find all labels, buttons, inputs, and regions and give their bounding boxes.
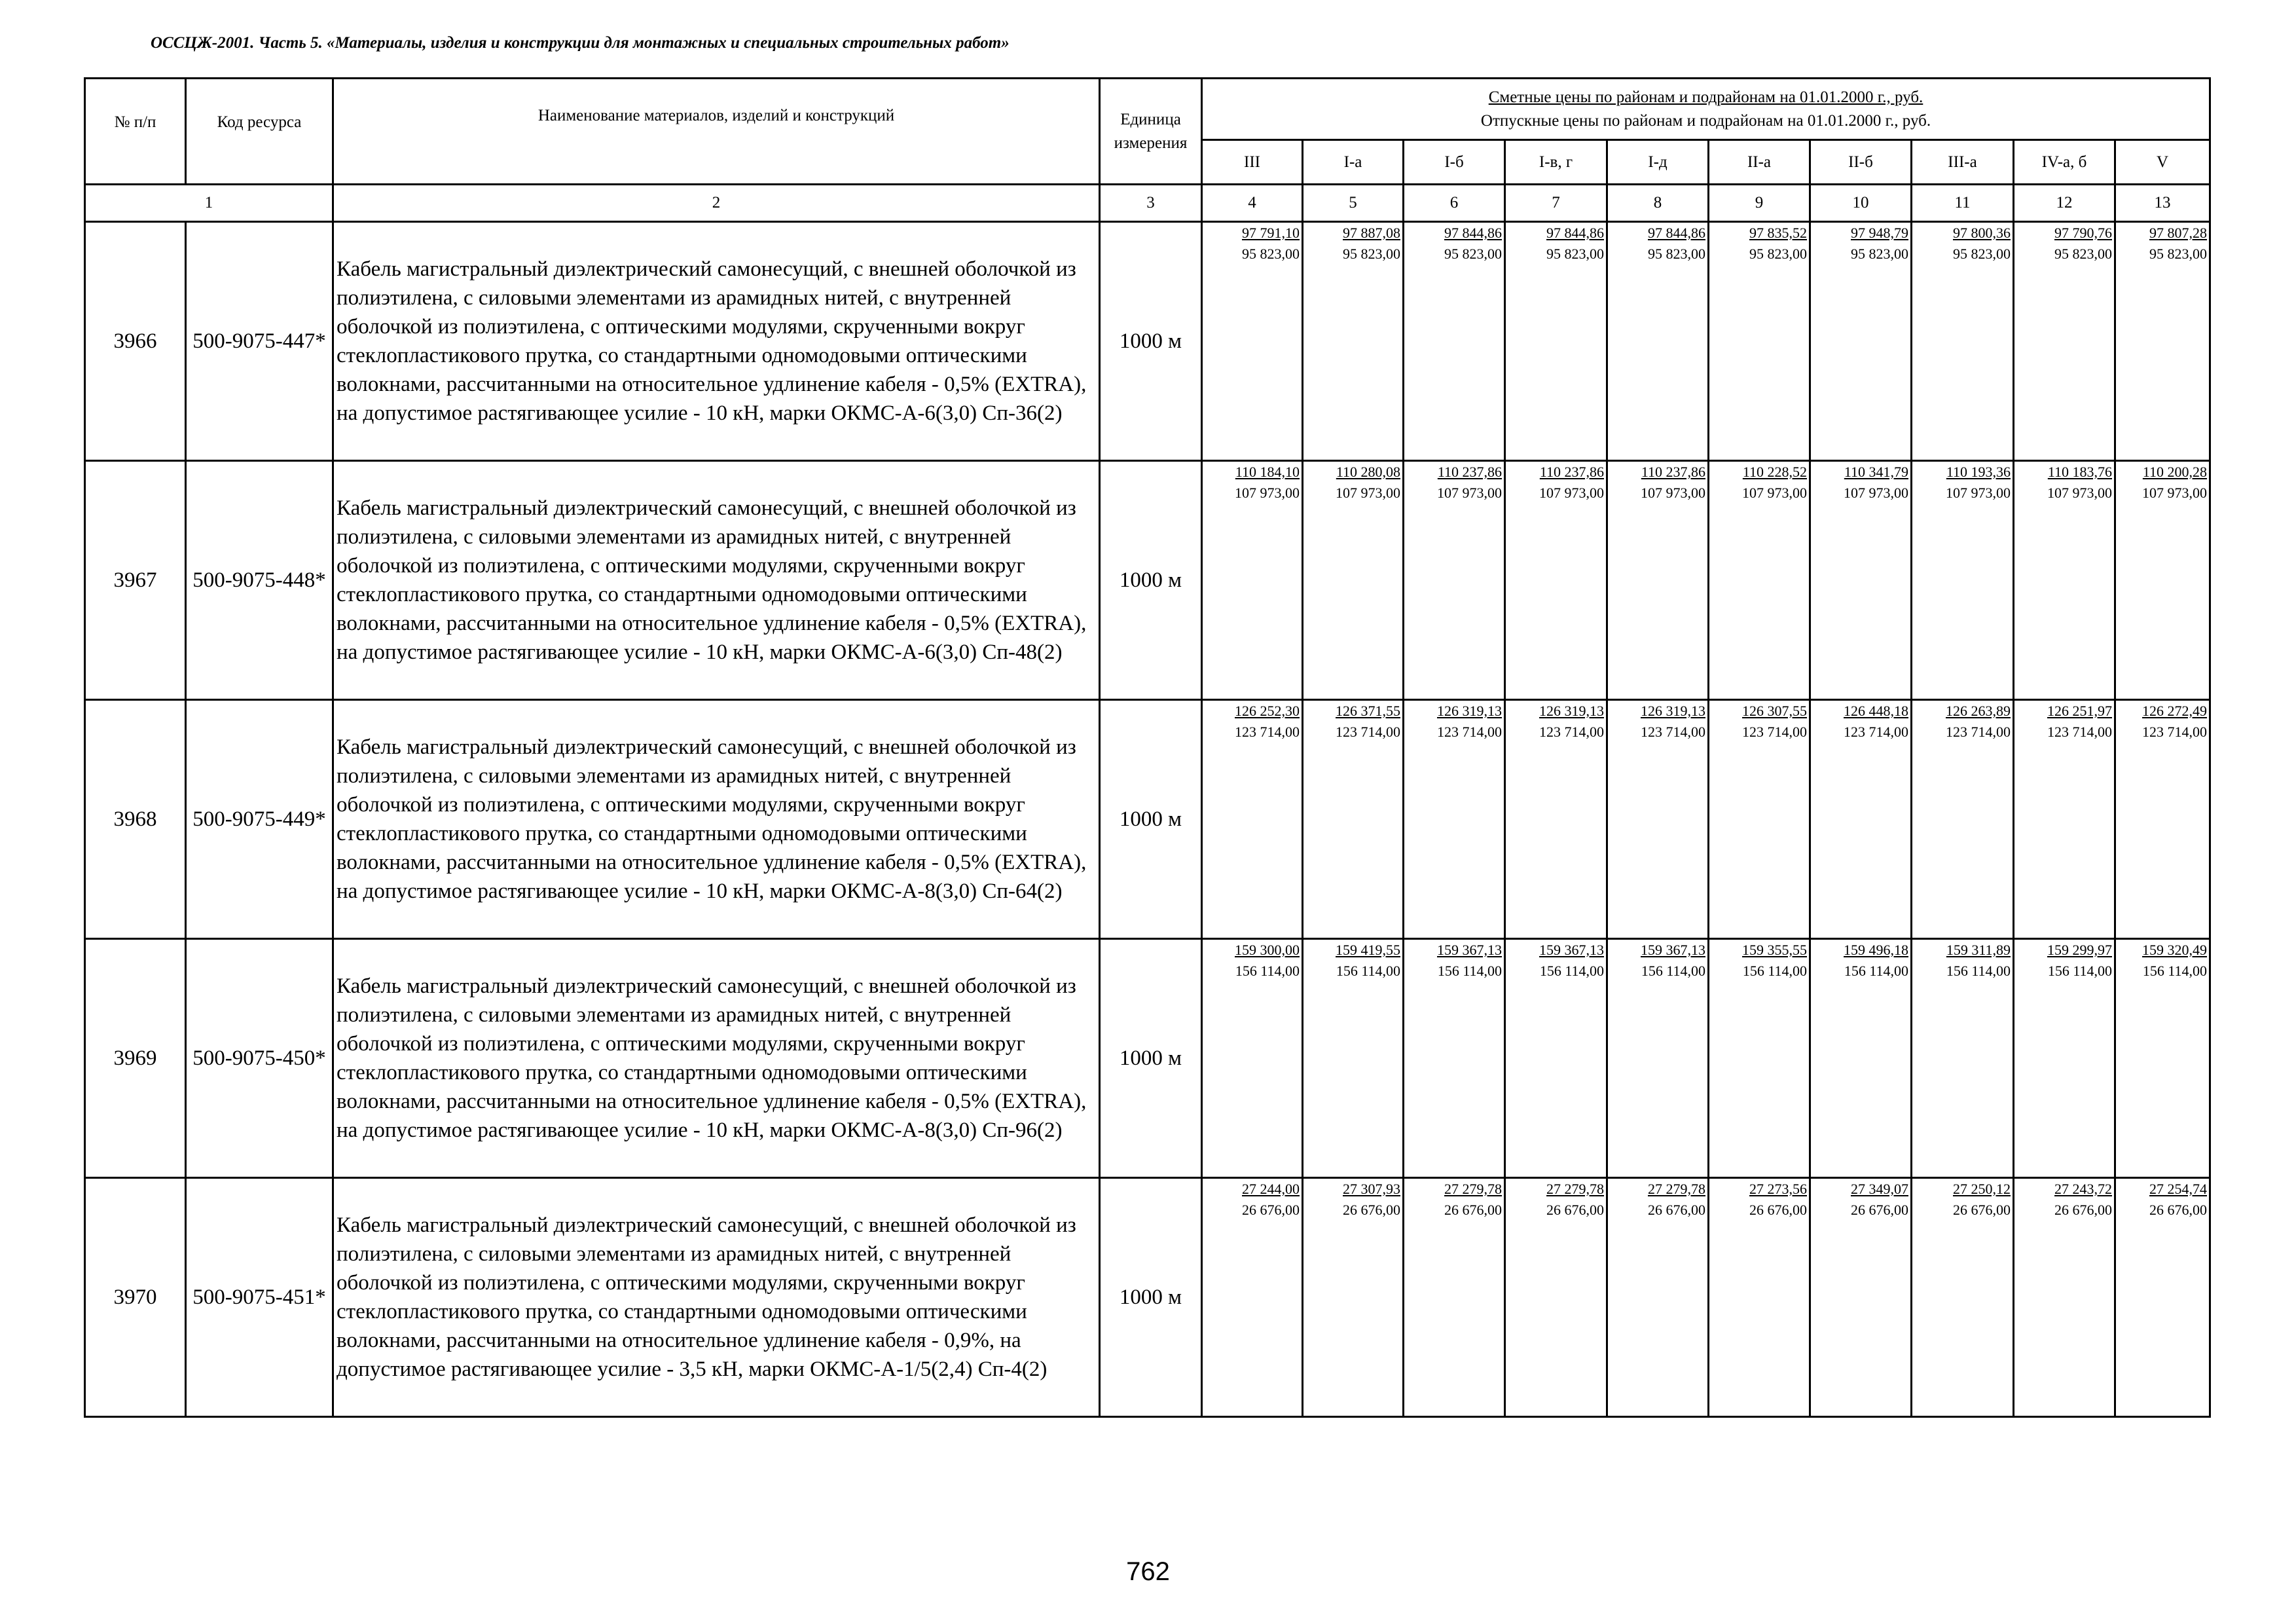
resource-code: 500-9075-449*: [186, 700, 333, 939]
release-price: 123 714,00: [1946, 724, 2011, 740]
price-cell: [1810, 1178, 1912, 1417]
release-price: 95 823,00: [1749, 246, 1807, 262]
price-cell: [1607, 700, 1709, 939]
estimate-price: 97 948,79: [1851, 225, 1908, 241]
price-cell: [1303, 461, 1404, 700]
row-number: 3969: [85, 939, 186, 1178]
unit-of-measure: 1000 м: [1100, 461, 1202, 700]
price-cell: [2115, 939, 2210, 1178]
estimate-price: 27 349,07: [1851, 1181, 1908, 1197]
price-cell: [1709, 222, 1810, 461]
estimate-price: 126 319,13: [1539, 703, 1604, 719]
price-cell: [1505, 461, 1607, 700]
estimate-price: 126 272,49: [2142, 703, 2208, 719]
estimate-price: 27 273,56: [1749, 1181, 1807, 1197]
header-col-unit: Единица измерения: [1100, 79, 1202, 185]
release-price: 95 823,00: [1343, 246, 1400, 262]
material-name: Кабель магистральный диэлектрический самонесущий, с внешней оболочкой из полиэтилена, с силовыми элементами из арамидных нитей, с внутренней оболочкой из полиэтилена, с оптическими модулями, скрученными вокруг стеклопластикового прутка, со стандартными одномодовыми оптическими волокнами, рассчитанными на относительное удлинение кабеля - 0,5% (EXTRA), на допустимое растягивающее усилие - 10 кН, марки ОКМС-А-6(3,0) Сп-48(2): [333, 461, 1100, 700]
estimate-price: 97 790,76: [2054, 225, 2112, 241]
release-price: 107 973,00: [1844, 485, 1908, 501]
estimate-price-title: Сметные цены по районам и подрайонам на 01.01.2000 г., руб.: [1488, 88, 1923, 106]
release-price: 156 114,00: [1641, 963, 1705, 979]
estimate-price: 27 279,78: [1648, 1181, 1705, 1197]
release-price: 107 973,00: [1946, 485, 2011, 501]
price-cell: [1404, 1178, 1505, 1417]
material-name: Кабель магистральный диэлектрический самонесущий, с внешней оболочкой из полиэтилена, с силовыми элементами из арамидных нитей, с внутренней оболочкой из полиэтилена, с оптическими модулями, скрученными вокруг стеклопластикового прутка, со стандартными одномодовыми оптическими волокнами, рассчитанными на относительное удлинение кабеля - 0,5% (EXTRA), на допустимое растягивающее усилие - 10 кН, марки ОКМС-А-6(3,0) Сп-36(2): [333, 222, 1100, 461]
release-price: 26 676,00: [1648, 1202, 1705, 1218]
price-cell: [1607, 461, 1709, 700]
resource-code: 500-9075-451*: [186, 1178, 333, 1417]
estimate-price: 27 307,93: [1343, 1181, 1400, 1197]
column-number: 4: [1202, 185, 1303, 222]
price-cell: [1709, 700, 1810, 939]
estimate-price: 97 791,10: [1242, 225, 1300, 241]
release-price: 95 823,00: [1242, 246, 1300, 262]
price-cell: [1709, 939, 1810, 1178]
release-price: 26 676,00: [2149, 1202, 2208, 1218]
estimate-price: 126 319,13: [1641, 703, 1705, 719]
estimate-price: 159 367,13: [1539, 942, 1604, 958]
estimate-price: 126 263,89: [1946, 703, 2011, 719]
release-price: 156 114,00: [1742, 963, 1807, 979]
release-price: 156 114,00: [1844, 963, 1908, 979]
price-cell: [1912, 1178, 2014, 1417]
release-price: 107 973,00: [1742, 485, 1807, 501]
header-col-no: № п/п: [85, 79, 186, 185]
unit-of-measure: 1000 м: [1100, 222, 1202, 461]
region-header: I-а: [1303, 140, 1404, 185]
estimate-price: 126 252,30: [1235, 703, 1300, 719]
estimate-price: 110 280,08: [1336, 464, 1400, 480]
estimate-price: 110 237,86: [1437, 464, 1502, 480]
price-cell: [2115, 461, 2210, 700]
price-cell: [2115, 222, 2210, 461]
release-price: 123 714,00: [2047, 724, 2112, 740]
release-price: 107 973,00: [1539, 485, 1604, 501]
release-price: 156 114,00: [1946, 963, 2011, 979]
release-price: 26 676,00: [1851, 1202, 1908, 1218]
price-cell: [1404, 461, 1505, 700]
estimate-price: 97 844,86: [1648, 225, 1705, 241]
estimate-price: 97 800,36: [1953, 225, 2011, 241]
estimate-price: 27 243,72: [2054, 1181, 2112, 1197]
release-price: 26 676,00: [1546, 1202, 1604, 1218]
table-row: [85, 222, 2210, 461]
price-cell: [2014, 461, 2115, 700]
release-price: 26 676,00: [1343, 1202, 1400, 1218]
material-name: Кабель магистральный диэлектрический самонесущий, с внешней оболочкой из полиэтилена, с силовыми элементами из арамидных нитей, с внутренней оболочкой из полиэтилена, с оптическими модулями, скрученными вокруг стеклопластикового прутка, со стандартными одномодовыми оптическими волокнами, рассчитанными на относительное удлинение кабеля - 0,5% (EXTRA), на допустимое растягивающее усилие - 10 кН, марки ОКМС-А-8(3,0) Сп-64(2): [333, 700, 1100, 939]
release-price: 26 676,00: [1444, 1202, 1502, 1218]
table-row: [85, 939, 2210, 1178]
release-price: 156 114,00: [1235, 963, 1300, 979]
resource-code: 500-9075-450*: [186, 939, 333, 1178]
price-cell: [1505, 1178, 1607, 1417]
region-header: III: [1202, 140, 1303, 185]
resource-code: 500-9075-447*: [186, 222, 333, 461]
release-price: 95 823,00: [1546, 246, 1604, 262]
price-cell: [2014, 939, 2115, 1178]
price-cell: [1810, 939, 1912, 1178]
estimate-price: 159 300,00: [1235, 942, 1300, 958]
region-header: II-а: [1709, 140, 1810, 185]
row-number: 3967: [85, 461, 186, 700]
region-header: I-в, г: [1505, 140, 1607, 185]
price-cell: [2014, 222, 2115, 461]
price-cell: [2115, 700, 2210, 939]
resource-code: 500-9075-448*: [186, 461, 333, 700]
release-price: 107 973,00: [1235, 485, 1300, 501]
unit-of-measure: 1000 м: [1100, 700, 1202, 939]
estimate-price: 110 341,79: [1844, 464, 1908, 480]
table-row: [85, 1178, 2210, 1417]
price-cell: [2014, 1178, 2115, 1417]
material-name: Кабель магистральный диэлектрический самонесущий, с внешней оболочкой из полиэтилена, с силовыми элементами из арамидных нитей, с внутренней оболочкой из полиэтилена, с оптическими модулями, скрученными вокруг стеклопластикового прутка, со стандартными одномодовыми оптическими волокнами, рассчитанными на относительное удлинение кабеля - 0,9%, на допустимое растягивающее усилие - 3,5 кН, марки ОКМС-А-1/5(2,4) Сп-4(2): [333, 1178, 1100, 1417]
estimate-price: 110 183,76: [2047, 464, 2112, 480]
price-cell: [1607, 222, 1709, 461]
estimate-price: 126 319,13: [1437, 703, 1502, 719]
estimate-price: 97 835,52: [1749, 225, 1807, 241]
price-cell: [1202, 461, 1303, 700]
release-price: 123 714,00: [1844, 724, 1908, 740]
release-price: 123 714,00: [2142, 724, 2208, 740]
estimate-price: 97 887,08: [1343, 225, 1400, 241]
unit-of-measure: 1000 м: [1100, 1178, 1202, 1417]
release-price: 26 676,00: [1242, 1202, 1300, 1218]
price-cell: [1404, 222, 1505, 461]
column-number: 13: [2115, 185, 2210, 222]
release-price: 107 973,00: [1336, 485, 1400, 501]
release-price: 107 973,00: [1437, 485, 1502, 501]
row-number: 3968: [85, 700, 186, 939]
estimate-price: 126 448,18: [1844, 703, 1908, 719]
page-number: 762: [1126, 1557, 1170, 1586]
price-cell: [1303, 700, 1404, 939]
release-price: 26 676,00: [1953, 1202, 2011, 1218]
price-cell: [1303, 939, 1404, 1178]
price-cell: [1912, 700, 2014, 939]
estimate-price: 126 371,55: [1336, 703, 1400, 719]
column-number: 3: [1100, 185, 1202, 222]
price-cell: [1505, 939, 1607, 1178]
release-price: 123 714,00: [1437, 724, 1502, 740]
estimate-price: 159 320,49: [2142, 942, 2208, 958]
release-price: 26 676,00: [1749, 1202, 1807, 1218]
column-number: 6: [1404, 185, 1505, 222]
release-price: 95 823,00: [2054, 246, 2112, 262]
estimate-price: 27 250,12: [1953, 1181, 2011, 1197]
price-cell: [1404, 939, 1505, 1178]
estimate-price: 159 419,55: [1336, 942, 1400, 958]
estimate-price: 110 184,10: [1235, 464, 1300, 480]
price-table: [84, 77, 2211, 1418]
estimate-price: 159 299,97: [2047, 942, 2112, 958]
release-price: 95 823,00: [2149, 246, 2208, 262]
release-price: 95 823,00: [1648, 246, 1705, 262]
release-price: 123 714,00: [1641, 724, 1705, 740]
release-price: 123 714,00: [1235, 724, 1300, 740]
unit-of-measure: 1000 м: [1100, 939, 1202, 1178]
estimate-price: 110 200,28: [2142, 464, 2208, 480]
column-number: 9: [1709, 185, 1810, 222]
estimate-price: 27 254,74: [2149, 1181, 2208, 1197]
release-price-title: Отпускные цены по районам и подрайонам на 01.01.2000 г., руб.: [1480, 111, 1931, 130]
release-price: 156 114,00: [2047, 963, 2112, 979]
price-cell: [1607, 939, 1709, 1178]
release-price: 123 714,00: [1539, 724, 1604, 740]
estimate-price: 159 367,13: [1437, 942, 1502, 958]
release-price: 107 973,00: [2047, 485, 2112, 501]
price-cell: [1202, 700, 1303, 939]
table-row: [85, 700, 2210, 939]
release-price: 156 114,00: [2142, 963, 2208, 979]
region-header: IV-а, б: [2014, 140, 2115, 185]
price-cell: [1810, 222, 1912, 461]
price-cell: [1303, 222, 1404, 461]
price-cell: [1202, 1178, 1303, 1417]
price-cell: [1709, 461, 1810, 700]
region-header: I-д: [1607, 140, 1709, 185]
estimate-price: 27 279,78: [1546, 1181, 1604, 1197]
column-number: 8: [1607, 185, 1709, 222]
release-price: 156 114,00: [1437, 963, 1502, 979]
price-cell: [1404, 700, 1505, 939]
release-price: 156 114,00: [1539, 963, 1604, 979]
price-cell: [1303, 1178, 1404, 1417]
estimate-price: 110 228,52: [1742, 464, 1807, 480]
estimate-price: 27 279,78: [1444, 1181, 1502, 1197]
region-header: III-а: [1912, 140, 2014, 185]
table-row: [85, 461, 2210, 700]
column-number: 10: [1810, 185, 1912, 222]
column-number: 1: [85, 185, 333, 222]
release-price: 156 114,00: [1336, 963, 1400, 979]
price-cell: [1709, 1178, 1810, 1417]
price-cell: [2014, 700, 2115, 939]
release-price: 107 973,00: [2142, 485, 2208, 501]
price-cell: [1912, 461, 2014, 700]
estimate-price: 97 844,86: [1546, 225, 1604, 241]
row-number: 3966: [85, 222, 186, 461]
region-header: V: [2115, 140, 2210, 185]
price-cell: [1912, 939, 2014, 1178]
price-cell: [1810, 461, 1912, 700]
release-price: 95 823,00: [1851, 246, 1908, 262]
estimate-price: 97 844,86: [1444, 225, 1502, 241]
estimate-price: 159 355,55: [1742, 942, 1807, 958]
estimate-price: 110 237,86: [1641, 464, 1705, 480]
estimate-price: 159 367,13: [1641, 942, 1705, 958]
column-number: 2: [333, 185, 1100, 222]
estimate-price: 27 244,00: [1242, 1181, 1300, 1197]
header-col-name: Наименование материалов, изделий и конструкций: [333, 79, 1100, 185]
release-price: 123 714,00: [1742, 724, 1807, 740]
price-cell: [1505, 222, 1607, 461]
row-number: 3970: [85, 1178, 186, 1417]
estimate-price: 110 237,86: [1539, 464, 1604, 480]
estimate-price: 159 311,89: [1946, 942, 2011, 958]
estimate-price: 126 251,97: [2047, 703, 2112, 719]
column-number: 5: [1303, 185, 1404, 222]
release-price: 95 823,00: [1953, 246, 2011, 262]
price-cell: [1202, 222, 1303, 461]
estimate-price: 159 496,18: [1844, 942, 1908, 958]
header-col-code: Код ресурса: [186, 79, 333, 185]
header-price-group: [1202, 79, 2210, 140]
release-price: 123 714,00: [1336, 724, 1400, 740]
material-name: Кабель магистральный диэлектрический самонесущий, с внешней оболочкой из полиэтилена, с силовыми элементами из арамидных нитей, с внутренней оболочкой из полиэтилена, с оптическими модулями, скрученными вокруг стеклопластикового прутка, со стандартными одномодовыми оптическими волокнами, рассчитанными на относительное удлинение кабеля - 0,5% (EXTRA), на допустимое растягивающее усилие - 10 кН, марки ОКМС-А-8(3,0) Сп-96(2): [333, 939, 1100, 1178]
release-price: 107 973,00: [1641, 485, 1705, 501]
price-cell: [1505, 700, 1607, 939]
column-number: 11: [1912, 185, 2014, 222]
price-cell: [1912, 222, 2014, 461]
release-price: 95 823,00: [1444, 246, 1502, 262]
price-cell: [1202, 939, 1303, 1178]
region-header: II-б: [1810, 140, 1912, 185]
price-cell: [1607, 1178, 1709, 1417]
price-cell: [1810, 700, 1912, 939]
page-header: ОССЦЖ-2001. Часть 5. «Материалы, изделия и конструкции для монтажных и специальных строительных работ»: [151, 34, 1010, 52]
estimate-price: 110 193,36: [1946, 464, 2011, 480]
column-number: 7: [1505, 185, 1607, 222]
column-number: 12: [2014, 185, 2115, 222]
price-cell: [2115, 1178, 2210, 1417]
release-price: 26 676,00: [2054, 1202, 2112, 1218]
estimate-price: 126 307,55: [1742, 703, 1807, 719]
estimate-price: 97 807,28: [2149, 225, 2208, 241]
region-header: I-б: [1404, 140, 1505, 185]
